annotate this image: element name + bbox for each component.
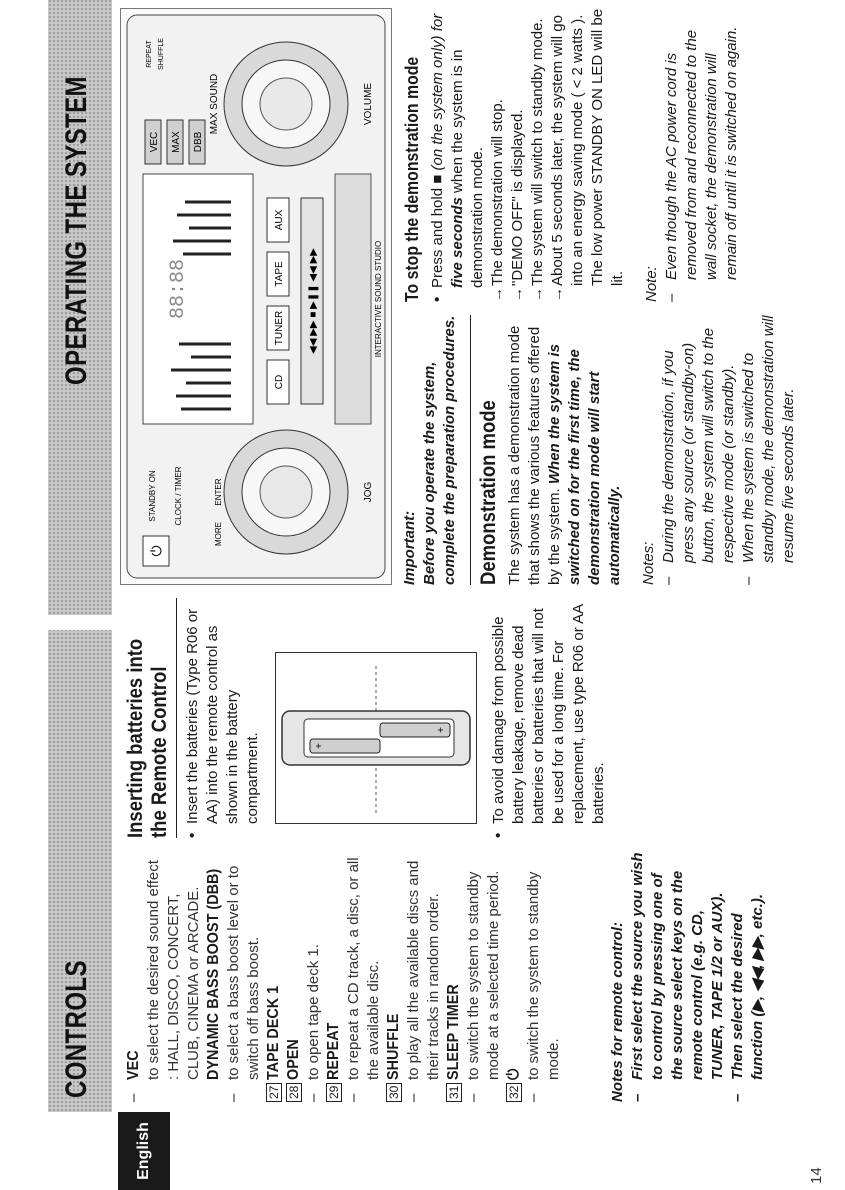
result-item <box>488 7 508 302</box>
control-description: to open tape deck 1. <box>305 944 322 1080</box>
control-body <box>404 852 444 1080</box>
jog-label: JOG <box>363 481 374 503</box>
batteries-p1: Insert the batteries (Type R06 or AA) into the remote control as shown in the battery compartment. <box>184 608 261 824</box>
control-title: ⏻ <box>505 1068 522 1080</box>
stop-icon: ■ <box>429 174 446 184</box>
batteries-title: Inserting batteries into the Remote Control <box>124 638 171 838</box>
control-marker <box>224 1080 244 1102</box>
control-description: to switch the system to standby mode. <box>525 871 562 1080</box>
remote-note-item: – Then select the desired function (▶, ◀◀, ▶▶, etc.). <box>728 852 768 1102</box>
control-item <box>404 852 444 1102</box>
demo-note-text: When the system is switched to standby mode, the demonstration will resume five seconds later. <box>740 315 797 563</box>
stop-demo-column <box>400 7 742 302</box>
result-item <box>548 7 628 302</box>
stop-demo-c: five seconds <box>449 197 466 288</box>
controls-list <box>124 852 564 1102</box>
controls-column <box>124 852 768 1102</box>
aux-button-label: AUX <box>274 209 285 231</box>
svg-text:+: + <box>314 743 325 749</box>
page-number: 14 <box>808 1167 825 1184</box>
volume-label: VOLUME <box>363 82 374 126</box>
control-description: to switch the system to standby mode at a selected time period. <box>465 870 502 1080</box>
shuffle-label: SHUFFLE <box>158 38 165 70</box>
demo-notes-label: Notes: <box>640 541 657 585</box>
control-description: to select a bass boost level or to switch off bass boost. <box>225 865 262 1080</box>
result-item <box>528 7 548 302</box>
result-item <box>508 7 528 302</box>
control-item <box>284 852 304 1102</box>
control-number: – <box>405 1093 422 1102</box>
control-marker <box>264 1080 284 1102</box>
result-text: The system will switch to standby mode. <box>529 18 546 286</box>
control-item <box>524 852 564 1102</box>
max-button-label: MAX <box>171 131 182 153</box>
max-sound-label: MAX SOUND <box>209 73 220 135</box>
stop-note-item: – Even though the AC power cord is removed from and reconnected to the wall socket, the demonstration will remain off until it is switched on again. <box>662 7 742 302</box>
control-item <box>204 852 224 1102</box>
control-body <box>504 1067 524 1080</box>
svg-text:◀◀ ▶▶ ■ ▶❚❚ ◀◀ ▶▶: ◀◀ ▶▶ ■ ▶❚❚ ◀◀ ▶▶ <box>308 248 319 354</box>
control-marker <box>404 1080 424 1102</box>
stop-demo-title: To stop the demonstration mode <box>402 56 422 302</box>
control-number: 28 <box>286 1083 302 1102</box>
control-marker <box>384 1080 404 1102</box>
remote-illustration <box>275 652 477 824</box>
control-body <box>124 1047 144 1080</box>
operating-header: OPERATING THE SYSTEM <box>60 76 93 385</box>
language-tab: English <box>118 1112 170 1190</box>
control-body <box>464 852 504 1080</box>
control-marker <box>304 1080 324 1102</box>
standby-label: STANDBY ON <box>148 470 157 522</box>
control-number: – <box>345 1093 362 1102</box>
remote-notes <box>608 852 768 1102</box>
arrow-icon: → <box>529 287 546 302</box>
cd-button-label: CD <box>274 374 285 390</box>
control-title: SLEEP TIMER <box>445 984 462 1080</box>
controls-header-band <box>48 630 112 1112</box>
batteries-warning: • To avoid damage from possible battery leakage, remove dead batteries or batteries that will not be used for a long time. For replacement, use type R06 or AA batteries. <box>489 598 609 838</box>
svg-text:+: + <box>436 727 447 733</box>
control-number: – <box>305 1093 322 1102</box>
control-item <box>224 852 264 1102</box>
control-item <box>504 852 524 1102</box>
remote-note-text: Then select the desired function (▶, ◀◀, ▶▶, etc.). <box>729 893 766 1080</box>
control-body <box>264 975 284 1080</box>
enter-label: ENTER <box>214 478 223 506</box>
control-item <box>264 852 284 1102</box>
control-marker <box>504 1080 524 1102</box>
control-body <box>204 845 224 1080</box>
control-body <box>144 852 204 1080</box>
battery-compartment-icon <box>276 653 476 823</box>
control-body <box>384 1006 404 1080</box>
demo-note-item: – During the demonstration, if you press any source (or standby-on) button, the system will switch to the respective mode (or standby). <box>659 315 739 585</box>
stop-note-label: Note: <box>643 266 660 302</box>
control-title: TAPE DECK 1 <box>265 985 282 1080</box>
control-body <box>224 852 264 1080</box>
more-label: MORE <box>214 522 223 546</box>
stop-note-text: Even though the AC power cord is removed from and reconnected to the wall socket, the demonstration will remain off until it is switched on again. <box>663 26 740 280</box>
control-body <box>524 852 564 1080</box>
control-number: – <box>465 1093 482 1102</box>
control-body <box>344 852 384 1080</box>
operating-header-band <box>48 0 112 615</box>
batteries-column <box>124 598 609 838</box>
brand-label: INTERACTIVE SOUND STUDIO <box>374 240 383 358</box>
control-marker <box>444 1080 464 1102</box>
control-marker <box>524 1080 544 1102</box>
demo-text: The system has a demonstration mode that shows the various features offered by the system. <box>506 325 563 585</box>
result-text: The demonstration will stop. <box>489 99 506 286</box>
control-title: DYNAMIC BASS BOOST (DBB) <box>205 868 222 1080</box>
control-description: to select the desired sound effect : HALL, DISCO, CONCERT, CLUB, CINEMA or ARCADE. <box>145 860 202 1080</box>
control-marker <box>464 1080 484 1102</box>
stop-demo-b: (on the system only) for <box>429 13 446 171</box>
control-title: SHUFFLE <box>385 1013 402 1080</box>
control-item <box>324 852 344 1102</box>
device-illustration <box>121 9 391 584</box>
remote-notes-title: Notes for remote control: <box>609 921 626 1102</box>
divider <box>176 598 177 838</box>
repeat-label: REPEAT <box>146 40 153 68</box>
tape-button-label: TAPE <box>274 261 285 287</box>
control-number: – <box>225 1093 242 1102</box>
important-label: Important: <box>401 510 418 585</box>
remote-note-item: – First select the source you wish to control by pressing one of the source select keys on the remote control (e.g. CD, TUNER, TAPE 1/2 or AUX). <box>629 852 726 1102</box>
svg-text:88:88: 88:88 <box>167 258 190 319</box>
demo-note-item: – When the system is switched to standby mode, the demonstration will resume five seconds later. <box>740 315 797 585</box>
stop-demo-d: when the system is in demonstration mode. <box>449 49 486 288</box>
batteries-step: • Insert the batteries (Type R06 or AA) into the remote control as shown in the battery compartment. <box>183 598 263 838</box>
important-text: Before you operate the system, complete the preparation procedures. <box>421 315 458 585</box>
arrow-icon: → <box>549 287 566 302</box>
device-front-panel <box>120 8 392 585</box>
tuner-button-label: TUNER <box>274 310 285 346</box>
batteries-p2: To avoid damage from possible battery leakage, remove dead batteries or batteries that will not be used for a long time. For replacement, use type R06 or AA batteries. <box>490 604 607 824</box>
vec-button-label: VEC <box>149 131 160 153</box>
control-number: – <box>125 1093 142 1102</box>
demo-text-bold: When the system is switched on for the first time, the demonstration mode will start automatically. <box>546 344 623 585</box>
control-item <box>384 852 404 1102</box>
control-description: to play all the available discs and their tracks in random order. <box>405 860 442 1080</box>
control-number: 32 <box>506 1083 522 1102</box>
dbb-button-label: DBB <box>193 131 204 153</box>
control-number: 27 <box>266 1083 282 1102</box>
svg-text:⏻: ⏻ <box>148 545 164 557</box>
control-description: to repeat a CD track, a disc, or all the available disc. <box>345 857 382 1080</box>
control-marker <box>284 1080 304 1102</box>
control-marker <box>324 1080 344 1102</box>
control-number: 30 <box>386 1083 402 1102</box>
control-number: 29 <box>326 1083 342 1102</box>
demo-note-text: During the demonstration, if you press any source (or standby-on) button, the system will switch to the respective mode (or standby). <box>660 327 737 563</box>
control-item <box>304 852 324 1102</box>
result-text: About 5 seconds later, the system will go into an energy saving mode ( < 2 watts ). The low power STANDBY ON LED will be lit. <box>549 8 626 286</box>
control-item <box>444 852 464 1102</box>
control-body <box>284 1035 304 1080</box>
control-body <box>324 1016 344 1080</box>
arrow-icon: → <box>489 287 506 302</box>
control-title: REPEAT <box>325 1022 342 1080</box>
divider <box>470 315 471 585</box>
remote-note-text: First select the source you wish to control by pressing one of the source select keys on the remote control (e.g. CD, TUNER, TAPE 1/2 or AUX). <box>629 852 726 1080</box>
control-item <box>344 852 384 1102</box>
control-body <box>304 944 324 1080</box>
control-item <box>464 852 504 1102</box>
control-body <box>444 974 464 1080</box>
stop-demo-step: • Press and hold ■ (on the system only) for five seconds when the system is in demonstration mode. <box>429 13 486 302</box>
clock-timer-label: CLOCK / TIMER <box>174 466 183 526</box>
stop-demo-a: Press and hold <box>429 187 446 288</box>
control-title: OPEN <box>285 1039 302 1080</box>
control-item <box>144 852 204 1102</box>
result-text: "DEMO OFF" is displayed. <box>509 109 526 286</box>
control-item <box>124 852 144 1102</box>
arrow-icon: → <box>509 287 526 302</box>
demo-column <box>400 315 799 585</box>
control-marker <box>344 1080 364 1102</box>
control-title: VEC <box>125 1050 142 1080</box>
control-number: 31 <box>446 1083 462 1102</box>
controls-header: CONTROLS <box>60 960 93 1098</box>
control-marker <box>124 1080 144 1102</box>
demo-title: Demonstration mode <box>477 400 500 585</box>
control-number: – <box>525 1093 542 1102</box>
demo-paragraph <box>505 315 625 585</box>
